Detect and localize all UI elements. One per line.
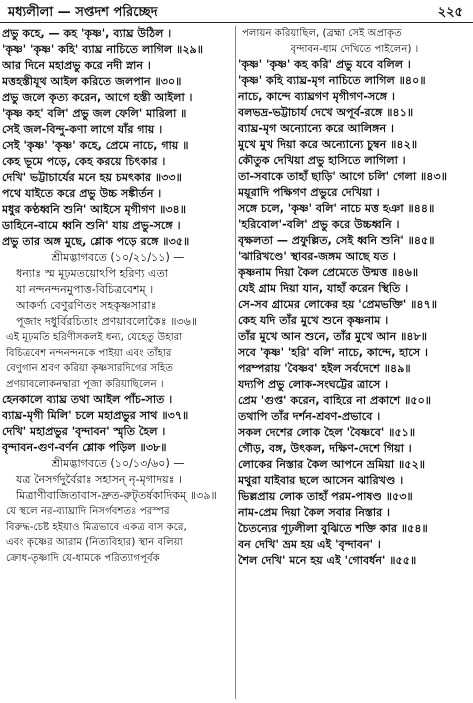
right-verse-line: 'হরিবোল'-বলি' প্রভু করে উচ্চধ্বনি । bbox=[238, 218, 400, 231]
left-scripture-reference: শ্রীমদ্ভাগবতে (১০/১৩/৬০) — bbox=[51, 457, 185, 470]
right-verse-line: সবে 'কৃষ্ণ' 'হরি' বলি' নাচে, কান্দে, হাসে । bbox=[238, 346, 428, 359]
right-verse-line: তা-সবাকে তাহাঁ ছাড়ি' আগে চলি' গেলা ॥৪৩॥ bbox=[238, 170, 447, 183]
right-verse-line: যদ্যপি প্রভু লোক-সংঘট্টের ত্রাসে । bbox=[238, 378, 389, 391]
left-verse-line: 'কৃষ্ণ কহ' বলি' প্রভু জল ফেলি' মারিলা ॥ bbox=[2, 107, 187, 120]
left-verse-line: 'কৃষ্ণ' 'কৃষ্ণ' কহি' ব্যাঘ্র নাচিতে লাগিল ॥২৯॥ bbox=[2, 43, 204, 56]
right-verse-line: তথাপি তাঁর দর্শন-শ্রবণ-প্রভাবে । bbox=[238, 410, 381, 423]
left-prose-line: বেণুগান শ্রবণ করিয়া কৃষ্ণসারদিগের সহিত bbox=[6, 363, 174, 374]
right-verse-line: কেহ যদি তাঁর মুখে শুনে কৃষ্ণনাম । bbox=[238, 314, 389, 327]
right-verse-line: 'ঝারিখণ্ডে' স্থাবর-জঙ্গম আছে যত । bbox=[238, 250, 396, 263]
left-column bbox=[2, 26, 234, 701]
left-sanskrit-line: মিত্রাণীবাজিতাবাস-দ্রুত-রুট্‌তর্ষকাদিকম্ ॥৩৯॥ bbox=[16, 489, 217, 502]
left-verse-line: মধুর কণ্ঠধ্বনি শুনি' আইসে মৃগীগণ ॥৩৪॥ bbox=[2, 203, 187, 216]
right-verse-line: মথুরা যাইবার ছলে আসেন ঝারিখণ্ড । bbox=[238, 474, 404, 487]
right-verse-line: কৌতুক দেখিয়া প্রভু হাসিতে লাগিলা । bbox=[238, 154, 406, 167]
left-sanskrit-line: যা নন্দনন্দনমুপাত্ত-বিচিত্রবেশম্ । bbox=[16, 283, 154, 296]
right-verse-line: নাচে, কান্দে ব্যাঘ্রগণ মৃগীগণ-সঙ্গে । bbox=[238, 90, 395, 103]
right-verse-line: চৈতন্যের গূঢ়লীলা বুঝিতে শক্তি কার ॥৫৪॥ bbox=[238, 522, 428, 535]
left-verse-line: মত্তহস্তীযূথ আইল করিতে জলপান ॥৩০॥ bbox=[2, 75, 182, 88]
right-verse-line: ময়ূরাদি পক্ষিগণ প্রভুরে দেখিয়া । bbox=[238, 186, 380, 199]
right-verse-line: যেই গ্রাম দিয়া যান, যাহাঁ করেন স্থিতি । bbox=[238, 282, 409, 295]
left-verse-line: দেখি' মহাপ্রভুর 'বৃন্দাবন' স্মৃতি হৈল । bbox=[2, 425, 166, 438]
left-sanskrit-line: ধন্যাঃ স্ম মূঢ়মতয়োঽপি হরিণ্য এতা bbox=[16, 267, 168, 280]
right-verse-line: লোকের নিস্তার কৈল আপনে ভ্রমিয়া ॥৫২॥ bbox=[238, 458, 425, 471]
left-prose-line: বিরুদ্ধ-চেষ্ট হইয়াও মিত্রভাবে একত্র বাস করে, bbox=[6, 521, 187, 533]
right-verse-line: বৃক্ষলতা — প্রফুল্লিত, সেই ধ্বনি শুনি' ॥৪৫॥ bbox=[238, 234, 435, 247]
left-verse-line: আর দিনে মহাপ্রভু করে নদী স্নান । bbox=[2, 59, 151, 72]
right-verse-line: তাঁর মুখে আন শুনে, তাঁর মুখে আন ॥৪৮॥ bbox=[238, 330, 428, 343]
left-verse-line: বৃন্দাবন-গুণ-বর্ণন শ্লোক পড়িল ॥৩৮॥ bbox=[2, 441, 167, 454]
left-verse-line: ব্যাঘ্র-মৃগী মিলি' চলে মহাপ্রভুর সাথ ॥৩৭॥ bbox=[2, 409, 189, 422]
right-verse-line: ভিল্লপ্রায় লোক তাহাঁ পরম-পাষণ্ড ॥৫৩॥ bbox=[238, 490, 413, 503]
left-verse-line: সেই জল-বিন্দু-কণা লাগে যাঁর গায় । bbox=[2, 123, 163, 136]
left-sanskrit-line: আকর্ণ্য বেণুরণিতং সহকৃষ্ণসারাঃ bbox=[16, 299, 157, 312]
right-verse-line: নাম-প্রেম দিয়া কৈল সবার নিস্তার । bbox=[238, 506, 391, 519]
left-sanskrit-line: যত্র নৈসর্গদুর্বৈরাঃ সহাসন্ নৃ-মৃগাদয়ঃ । bbox=[16, 473, 183, 486]
left-verse-line: ডাহিনে-বামে ধ্বনি শুনি' যায় প্রভু-সঙ্গে । bbox=[2, 219, 181, 232]
right-verse-line: পরম্পরায় 'বৈষ্ণব' হইল সর্বদেশে ॥৪৯॥ bbox=[238, 362, 411, 375]
left-verse-line: প্রভু জলে কৃত্য করেন, আগে হস্তী আইলা । bbox=[2, 91, 193, 104]
left-verse-line: সেই 'কৃষ্ণ' 'কৃষ্ণ' কহে, প্রেমে নাচে, গায় ॥ bbox=[2, 139, 189, 152]
left-verse-line: কেহ ভূমে পড়ে, কেহ করয়ে চিৎকার । bbox=[2, 155, 166, 168]
right-prose-line: বৃন্দাবন-ধাম দেখিতে পাইলেন) । bbox=[290, 43, 419, 55]
page-number: ২২৫ bbox=[437, 5, 463, 20]
running-header bbox=[0, 0, 473, 23]
right-verse-line: প্রেম 'গুপ্ত' করেন, বাহিরে না প্রকাশে ॥৫০॥ bbox=[238, 394, 432, 407]
right-verse-line: বন দেখি' ভ্রম হয় এই 'বৃন্দাবন' । bbox=[238, 538, 381, 551]
right-verse-line: 'কৃষ্ণ' কহি ব্যাঘ্র-মৃগ নাচিতে লাগিল ॥৪০॥ bbox=[238, 74, 426, 87]
left-verse-line: প্রভু তার অঙ্গ মুছে, শ্লোক পড়ে রঙ্গে ॥৩৫॥ bbox=[2, 235, 190, 248]
left-sanskrit-line: পূজাং দধুর্বিরচিতাং প্রণয়াবলোকৈঃ ॥৩৬॥ bbox=[16, 315, 198, 328]
left-verse-line: হেনকালে ব্যাঘ্র তথা আইল পাঁচ-সাত । bbox=[2, 393, 173, 406]
right-verse-line: কৃষ্ণনাম দিয়া কৈল প্রেমেতে উন্মত্ত ॥৪৬॥ bbox=[238, 266, 419, 279]
right-verse-line: বলভদ্র-ভট্টাচার্য দেখে অপূর্ব-রঙ্গে ॥৪১॥ bbox=[238, 106, 414, 119]
left-prose-line: যে স্থলে নর-ব্যাঘ্রাদি নিসর্গবশতঃ পরস্পর bbox=[6, 506, 170, 517]
right-prose-line: পলায়ন করিয়াছিল, (ব্রহ্মা সেই অপ্রাকৃত bbox=[242, 28, 402, 39]
right-verse-line: ব্যাঘ্র-মৃগ অন্যোন্যে করে আলিঙ্গন । bbox=[238, 122, 394, 135]
right-verse-line: সকল দেশের লোক হৈল 'বৈষ্ণবে' ॥৫১॥ bbox=[238, 426, 416, 439]
right-verse-line: সঙ্গে চলে, 'কৃষ্ণ' বলি' নাচে মত্ত হঞা ॥৪৪॥ bbox=[238, 202, 435, 215]
left-scripture-reference: শ্রীমদ্ভাগবতে (১০/২১/১১) — bbox=[51, 251, 185, 264]
left-verse-line: দেখি' ভট্টাচার্যের মনে হয় চমৎকার ॥৩৩॥ bbox=[2, 171, 182, 184]
column-divider bbox=[235, 26, 236, 699]
right-verse-line: মুখে মুখ দিয়া করে অন্যোন্যে চুম্বন ॥৪২॥ bbox=[238, 138, 418, 151]
left-prose-line: এবং কৃষ্ণের আরাম (নিত্যবিহার) স্থান বলিয়া bbox=[6, 537, 183, 548]
left-verse-line: প্রভু কহে, — কহ 'কৃষ্ণ', ব্যাঘ্র উঠিল । bbox=[2, 27, 172, 40]
right-verse-line: 'কৃষ্ণ' 'কৃষ্ণ' কহ করি' প্রভু যবে বলিল । bbox=[238, 58, 411, 71]
left-prose-line: এই মূঢ়মতি হরিণীসকলই ধন্য, যেহেতু উহারা bbox=[6, 332, 183, 343]
right-verse-line: শৈল দেখি' মনে হয় এই 'গোবর্ধন' ॥৫৫॥ bbox=[238, 554, 417, 567]
right-verse-line: গৌড়, বঙ্গ, উৎকল, দক্ষিণ-দেশে গিয়া । bbox=[238, 442, 412, 455]
left-verse-line: পথে যাইতে করে প্রভু উচ্চ সঙ্কীর্তন । bbox=[2, 187, 162, 200]
right-column bbox=[238, 26, 471, 701]
left-prose-line: ক্রোধ-তৃষ্ণাদি যে-ধামকে পরিত্যাগপূর্বক bbox=[6, 552, 160, 564]
left-prose-line: বিচিত্রবেশ নন্দনন্দনকে পাইয়া এবং তাঁহার bbox=[6, 347, 172, 359]
left-prose-line: প্রণয়াবলোকনদ্বারা পূজা করিয়াছিলেন । bbox=[6, 378, 164, 390]
chapter-heading: মধ্যলীলা — সপ্তদশ পরিচ্ছেদ bbox=[8, 5, 158, 20]
right-verse-line: সে-সব গ্রামের লোকের হয় 'প্রেমভক্তি' ॥৪৭॥ bbox=[238, 298, 438, 311]
